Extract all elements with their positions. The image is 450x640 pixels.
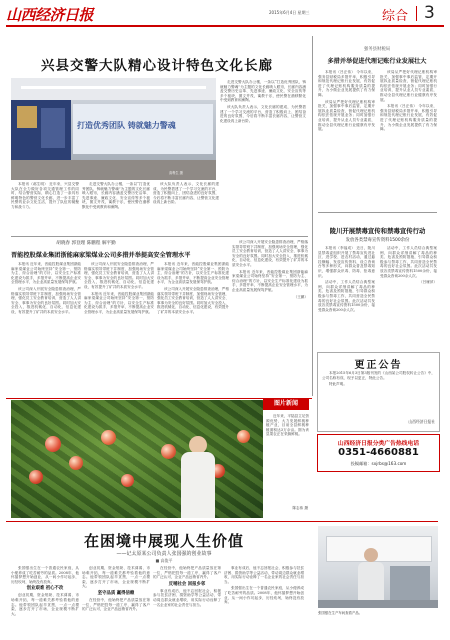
article-body-safety-col2: 该公司深入开展安全隐患排查治理，严格落实领导带班下井制度，加强现场安全管理，强化员工安全教育培训，营造了人人讲安全、事事为安全的良好氛围。同时加大安全投入，推进机械化、自动化、信息化建设，有效提升了矿井的本质安全水平。 本报讯 近年来，晋能控股煤业集团浙能麻家梁煤业公司始终坚持“安全第一、预防为主、综合治理”的方针，以安全生产标准化建设为抓手，多措并举，不断提高企业安全管理水平，为企业高质量发展保驾护航。 — [84, 262, 154, 314]
article-title-safety: 晋能控股煤业集团浙能麻家梁煤业公司多措并举提高安全管理水平 — [11, 252, 191, 259]
corridor-photo — [11, 78, 216, 180]
ad-contact: 投稿邮箱：sxjrbs@163.com — [350, 461, 407, 466]
byline-safety: 胡晓春 郭登理 陈鹏程 解平勤 — [56, 241, 116, 246]
article-body-corridor-col2: 走进交警大队办公楼，一条以“打造优秀团队，铸就魅力警魂”为主题的文化长廊映入眼帘，长廊内容涵盖交警历史沿革、先进事迹、廉政文化、安全宣传等多个板块，图文并茂，寓教于乐，使民警在潜移默化中受到教育和熏陶。 — [82, 182, 150, 209]
article-body-antidrug-col2: 活动中，工作人员结合典型案例，向群众详细讲解了毒品的种类、危害及预防措施，引导群众积极参与禁毒工作，共同营造全民禁毒的良好社会氛围。此次活动共发放各类禁毒宣传资料1500余份，接受群众咨询200余人次。 （吕雁萍） — [380, 246, 437, 285]
article-body-safety-col4: 该公司深入开展安全隐患排查治理，严格落实领导带班下井制度，加强现场安全管理，强化员工安全教育培训，营造了人人讲安全、事事为安全的良好氛围。同时加大安全投入，推进机械化、自动化、信息化建设，有效提升了矿井的本质安全水平。 本报讯 近年来，晋能控股煤业集团浙能麻家梁煤业公司始终坚持“安全第一、预防为主、综合治理”的方针，以安全生产标准化建设为抓手，多措并举，不断提高企业安全管理水平，为企业高质量发展保驾护航。 （王鹏） — [232, 240, 308, 299]
masthead-rule — [6, 25, 444, 27]
article-body-finance-col2: 该局从严把好代理记账机构审批关，加强事中事后监管，定期开展执业质量检查，督促代理记账机构依法依规开展业务；同时加强行业培训，提升从业人员专业素质，推动全县代理记账行业健康有序发展。 本报讯（吕正伟） 今年以来，强务县财税局多措并举，积极引导和规范代理记账行业发展，有效促进了代理记账机构服务质量的提升，为小微企业发展提供了有力保障。 — [380, 70, 437, 132]
feature-body-col4: 事业有成后，他不忘回报社会，积极参与扶贫济困、捐资助学等公益活动，带动周边群众就业增收，用实际行动诠释了一名企业家的社会责任与担当。 张国强出生在一个普通农民家庭，从小便养成了吃苦耐劳的品质。2008年，他怀揣梦想开始创业，从一间小作坊起步，历经坎坷，始终没有放弃。 — [224, 566, 304, 605]
photo-credit: 高利生 摄 — [169, 171, 183, 175]
notice-box — [317, 352, 440, 432]
article-title-antidrug: 陵川开展禁毒宣传和禁毒宣传行动 — [329, 227, 426, 235]
divider — [11, 236, 308, 237]
photo-news-label: 图片新闻 — [263, 398, 309, 410]
machine — [390, 566, 430, 602]
feature-subhead-1: 创业艰难 初心不改 — [26, 586, 64, 592]
notice-org: 山西经济日报社 — [408, 419, 435, 424]
divider — [318, 212, 437, 213]
section-divider — [416, 6, 417, 21]
notice-title: 更正公告 — [354, 360, 403, 371]
masthead — [6, 4, 444, 26]
article-title-finance: 多措并举促进代理记账行业发展壮大 — [327, 58, 427, 65]
photo-news-credit: 陈志伟 摄 — [292, 506, 308, 510]
feature-title: 在困境中展现人生价值 — [83, 532, 244, 550]
page-number: 3 — [424, 3, 435, 23]
feature-byline: ■ 高俊平 — [155, 558, 173, 563]
peach — [45, 436, 61, 452]
feature-subtitle: ——记太原某公司负责人张国强的创业故事 — [116, 551, 212, 557]
article-body-antidrug-col1: 本报讯（李福成） 近日，陵川县禁毒委组织开展了禁毒宣传进社区、进学校、进农村活动，通过悬挂横幅、发放宣传资料、设立咨询台等多种形式，向群众普及禁毒知识，增强群众识毒、防毒、拒毒意识。 活动中，工作人员结合典型案例，向群众详细讲解了毒品的种类、危害及预防措施，引导群众积极参与禁毒工作，共同营造全民禁毒的良好社会氛围。此次活动共发放各类禁毒宣传资料1500余份，接受群众咨询200余人次。 — [318, 246, 375, 312]
column-divider — [312, 36, 313, 396]
article-body-finance-col1: 本报讯（吕正伟） 今年以来，强务县财税局多措并举，积极引导和规范代理记账行业发展，有效促进了代理记账机构服务质量的提升，为小微企业发展提供了有力保障。 该局从严把好代理记账机构审批关，加强事中事后监管，定期开展执业质量检查，督促代理记账机构依法依规开展业务；同时加强行业培训，提升从业人员专业素质，推动全县代理记账行业健康有序发展。 — [318, 70, 375, 132]
ad-box — [317, 434, 440, 472]
feature-photo-caption: 张国强在生产车间查看产品。 — [318, 611, 363, 615]
peach — [29, 470, 43, 484]
article-body-corridor-col1: 本报讯（郝生明） 近年来，兴县交警大队在全力做好各项交通管理工作的同时，结合警营实际，精心打造了一条具有鲜明特色的警营文化长廊，进一步丰富了民警的业余文化生活，提升了队伍的凝聚力和战斗力。 — [11, 182, 79, 209]
peach — [69, 456, 83, 470]
article-subtitle-antidrug: 发放各类禁毒宣传资料1500余份 — [345, 238, 410, 243]
peach — [237, 430, 250, 443]
article-title-corridor: 兴县交警大队精心设计特色文化长廊 — [41, 58, 273, 74]
ad-phone: 0351-4660881 — [338, 447, 419, 458]
feature-subhead-3: 反哺社会 回报乡邻 — [168, 581, 206, 587]
feature-body-col2: 创业初期，资金短缺、技术薄弱、市场难开拓，每一道难关都考验着他的意志。他带领团队起早贪黑，一点一点摸索，逐步打开了市场，企业规模不断扩大。 坚守品质 赢得信赖 在经营中，他始终把产品质量放在第一位，严格把控每一道工序，赢得了客户的广泛认可，企业产品远销省内外。 — [82, 566, 150, 612]
notice-body: 本报2015年6月3日第3版刊发的《山西某公司股权转让公告》中，公司名称有误，现予以更正，特此公告。 特此声明。 — [322, 371, 435, 387]
newspaper-logo: 山西经济日报 — [6, 6, 94, 24]
peach — [121, 474, 134, 487]
peach — [101, 430, 116, 445]
ad-title: 山西经济日报分类广告热线电话 — [337, 441, 420, 447]
person-figure — [364, 548, 378, 562]
article-body-corridor-side: 走进交警大队办公楼，一条以“打造优秀团队，铸就魅力警魂”为主题的文化长廊映入眼帘，长廊内容涵盖交警历史沿革、先进事迹、廉政文化、安全宣传等多个板块，图文并茂，寓教于乐，使民警在潜移默化中受到教育和熏陶。 该大队负责人表示，文化长廊的建成，为民警搭建了一个学习交流的平台，营造了积极向上、团结奋进的良好氛围，今后将不断丰富长廊内容，让警营文化建设再上新台阶。 — [220, 80, 306, 123]
section-rule — [6, 521, 438, 522]
feature-body-col3: 在经营中，他始终把产品质量放在第一位，严格把控每一道工序，赢得了客户的广泛认可，企业产品远销省内外。 反哺社会 回报乡邻 事业有成后，他不忘回报社会，积极参与扶贫济困、捐资助学等公益活动，带动周边群众就业增收，用实际行动诠释了一名企业家的社会责任与担当。 — [153, 566, 221, 607]
feature-photo — [318, 526, 438, 608]
article-body-safety-col1: 本报讯 近年来，晋能控股煤业集团浙能麻家梁煤业公司始终坚持“安全第一、预防为主、综合治理”的方针，以安全生产标准化建设为抓手，多措并举，不断提高企业安全管理水平，为企业高质量发展保驾护航。 该公司深入开展安全隐患排查治理，严格落实领导带班下井制度，加强现场安全管理，强化员工安全教育培训，营造了人人讲安全、事事为安全的良好氛围。同时加大安全投入，推进机械化、自动化、信息化建设，有效提升了矿井的本质安全水平。 — [11, 262, 81, 314]
peach — [161, 444, 176, 459]
article-body-safety-col3: 本报讯 近年来，晋能控股煤业集团浙能麻家梁煤业公司始终坚持“安全第一、预防为主、综合治理”的方针，以安全生产标准化建设为抓手，多措并举，不断提高企业安全管理水平，为企业高质量发展保驾护航。 该公司深入开展安全隐患排查治理，严格落实领导带班下井制度，加强现场安全管理，强化员工安全教育培训，营造了人人讲安全、事事为安全的良好氛围。同时加大安全投入，推进机械化、自动化、信息化建设，有效提升了矿井的本质安全水平。 — [157, 262, 229, 314]
section-label: 综合 — [382, 9, 409, 24]
peach-photo — [11, 400, 263, 518]
feature-body-col1: 张国强出生在一个普通农民家庭，从小便养成了吃苦耐劳的品质。2008年，他怀揣梦想开始创业，从一间小作坊起步，历经坎坷，始终没有放弃。 创业艰难 初心不改 创业初期，资金短缺、技术薄弱、市场难开拓，每一道难关都考验着他的意志。他带领团队起早贪黑，一点一点摸索，逐步打开了市场，企业规模不断扩大。 — [11, 566, 79, 616]
photo-news-caption: 近年来，平陆县立足资源优势，大力发展鲜桃种植产业，目前全县鲜桃种植面积达3万余亩。图为该县果农正在采摘鲜桃。 — [266, 414, 309, 437]
corridor-banner-text: 打造优秀团队 铸就魅力警魂 — [77, 121, 176, 130]
feature-subhead-2: 坚守品质 赢得信赖 — [97, 590, 135, 596]
kicker-finance: 强务县财税局 — [363, 47, 391, 52]
article-body-corridor-col3: 该大队负责人表示，文化长廊的建成，为民警搭建了一个学习交流的平台，营造了积极向上、团结奋进的良好氛围，今后将不断丰富长廊内容，让警营文化建设再上新台阶。 — [153, 182, 219, 205]
issue-date: 2015年6月4日 星期三 — [269, 10, 310, 15]
